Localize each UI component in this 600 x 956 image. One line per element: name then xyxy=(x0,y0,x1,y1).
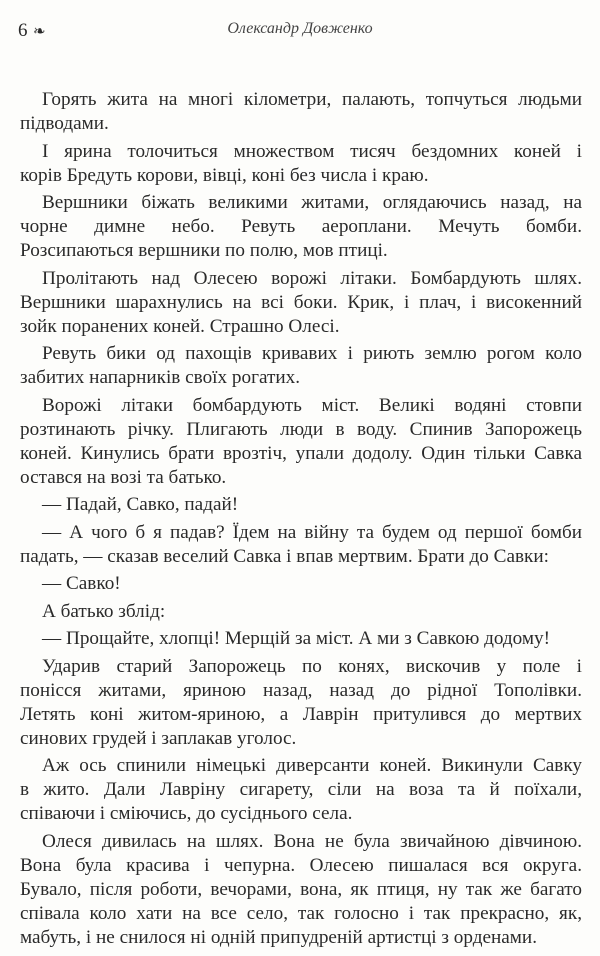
page-body xyxy=(20,88,582,953)
text-line: — Савко! xyxy=(42,573,121,594)
text-line: падать, — сказав веселий Савка і впав мертвим. Брати до Савки: xyxy=(20,545,549,567)
text-line: Пролітають над Олесею ворожі літаки. Бомбардують шлях. xyxy=(42,267,582,289)
text-line: корів Бредуть корови, вівці, коні без числа і краю. xyxy=(20,164,429,186)
text-line: Вершники біжать великими житами, оглядаючись назад, на xyxy=(42,192,582,213)
text-line: зойк поранених коней. Страшно Олесі. xyxy=(20,315,340,337)
text-line: співаючи і сміючись, до сусіднього села. xyxy=(20,803,353,824)
paragraph xyxy=(20,572,582,596)
paragraph xyxy=(20,830,582,950)
paragraph xyxy=(20,394,582,490)
paragraph xyxy=(20,191,582,263)
text-line: мабуть, і не снилося ні одній припудреній артистці з орденами. xyxy=(20,926,538,948)
text-line: І ярина толочиться множеством тисяч бездомних коней і xyxy=(42,140,582,162)
ornament-icon: ❧ xyxy=(33,24,46,40)
paragraph xyxy=(20,627,582,651)
paragraph xyxy=(20,140,582,188)
text-line: Розсипаються вершники по полю, мов птиці. xyxy=(20,240,388,261)
text-line: Бувало, після роботи, вечорами, вона, як птиця, ну так же багато xyxy=(20,878,582,900)
text-line: синових грудей і заплакав уголос. xyxy=(20,727,297,749)
text-line: Олеся дивилась на шлях. Вона не була звичайною дівчиною. xyxy=(42,830,582,852)
paragraph xyxy=(20,754,582,826)
text-line: коней. Кинулись брати врозтіч, упали додолу. Один тільки Савка xyxy=(20,442,582,464)
text-line: Ударив старий Запорожець по конях, вискочив у поле і xyxy=(42,655,582,677)
text-line: забитих напарників своїх рогатих. xyxy=(20,367,301,388)
text-line: в жито. Дали Лавріну сигарету, сіли на воза та й поїхали, xyxy=(20,779,582,800)
text-line: співала коло хати на все село, так голосно і так прекрасно, як, xyxy=(20,902,582,924)
text-line: Горять жита на многі кілометри, палають, топчуться людьми xyxy=(42,89,582,110)
text-line: Вершники шарахнулись на всі боки. Крик, і плач, і високенний xyxy=(20,291,582,313)
paragraph xyxy=(20,600,582,624)
text-line: понісся житами, яриною назад, назад до рідної Тополівки. xyxy=(20,679,582,701)
text-line: А батько зблід: xyxy=(42,600,166,622)
running-title: Олександр Довженко xyxy=(227,20,373,37)
page-header xyxy=(0,20,600,44)
text-line: остався на возі та батько. xyxy=(20,466,227,488)
paragraph xyxy=(20,655,582,751)
text-line: Вона була красива і чепурна. Олесею пишалася вся округа. xyxy=(20,854,582,876)
text-line: чорне димне небо. Ревуть аероплани. Мечуть бомби. xyxy=(20,216,582,237)
text-line: підводами. xyxy=(20,113,109,134)
paragraph xyxy=(20,267,582,339)
text-line: розтинають річку. Плигають люди в воду. Спинив Запорожець xyxy=(20,418,582,440)
text-line: Летять коні житом-яриною, а Лаврін притулився до мертвих xyxy=(20,703,582,725)
text-line: — А чого б я падав? Їдем на війну та будем од першої бомби xyxy=(42,521,582,543)
page-number: 6 xyxy=(18,20,28,41)
paragraph xyxy=(20,521,582,569)
text-line: Ревуть бики од пахощів кривавих і риють землю рогом коло xyxy=(42,343,582,364)
text-line: Ворожі літаки бомбардують міст. Великі водяні стовпи xyxy=(42,394,582,416)
paragraph xyxy=(20,342,582,390)
text-line: — Прощайте, хлопці! Мерщій за міст. А ми з Савкою додому! xyxy=(42,628,551,649)
paragraph xyxy=(20,88,582,136)
text-line: — Падай, Савко, падай! xyxy=(42,494,239,515)
text-line: Аж ось спинили німецькі диверсанти коней. Викинули Савку xyxy=(42,755,582,776)
paragraph xyxy=(20,493,582,517)
